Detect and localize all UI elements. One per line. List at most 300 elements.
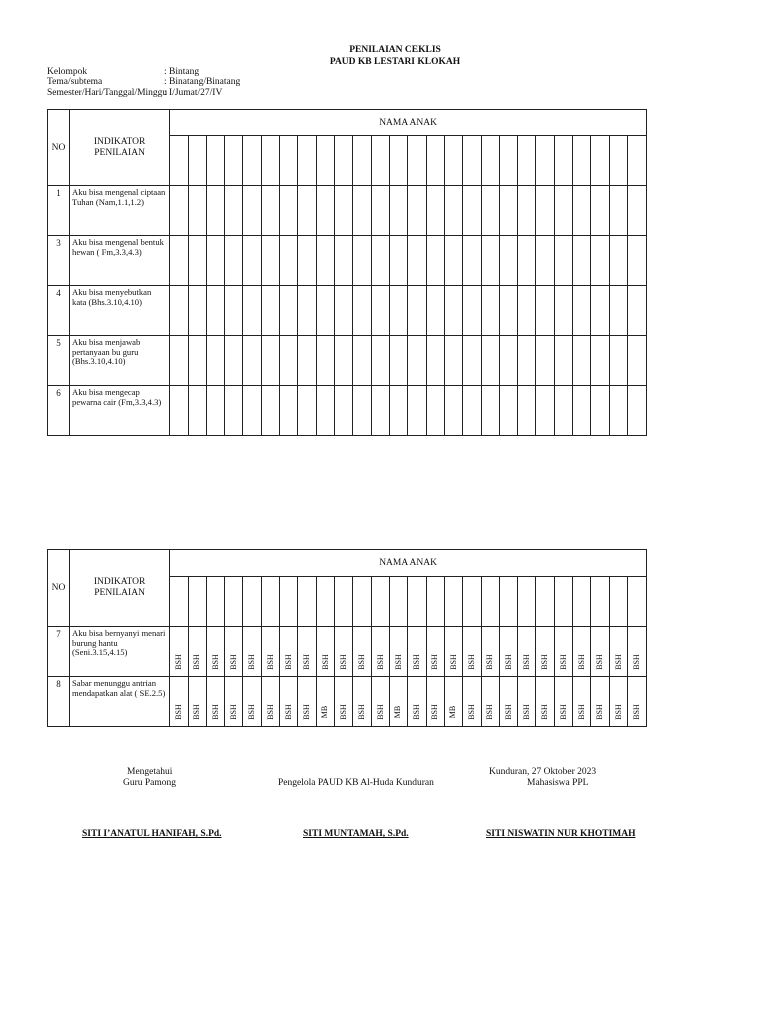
assessment-cell[interactable] bbox=[335, 627, 353, 677]
assessment-cell[interactable] bbox=[371, 286, 389, 336]
nama-anak-header: NAMA ANAK bbox=[170, 110, 647, 136]
assessment-cell[interactable] bbox=[170, 286, 188, 336]
assessment-cell[interactable] bbox=[389, 627, 407, 677]
student-name-cell[interactable] bbox=[444, 136, 462, 186]
student-name-cell[interactable] bbox=[188, 136, 206, 186]
student-name-cell[interactable] bbox=[573, 136, 591, 186]
student-name-cell[interactable] bbox=[316, 577, 334, 627]
table-row bbox=[48, 236, 647, 286]
student-name-cell[interactable] bbox=[353, 136, 371, 186]
assessment-cell[interactable] bbox=[609, 236, 627, 286]
assessment-cell[interactable] bbox=[389, 286, 407, 336]
assessment-cell[interactable] bbox=[371, 677, 389, 727]
student-name-cell[interactable] bbox=[554, 136, 572, 186]
assessment-cell[interactable] bbox=[426, 386, 444, 436]
student-name-cell[interactable] bbox=[536, 136, 554, 186]
assessment-cell[interactable] bbox=[536, 286, 554, 336]
student-name-cell[interactable] bbox=[298, 136, 316, 186]
assessment-cell[interactable] bbox=[628, 386, 647, 436]
assessment-cell[interactable] bbox=[444, 386, 462, 436]
assessment-cell[interactable] bbox=[225, 236, 243, 286]
student-name-cell[interactable] bbox=[206, 577, 224, 627]
assessment-cell[interactable] bbox=[298, 627, 316, 677]
assessment-cell[interactable] bbox=[609, 336, 627, 386]
assessment-cell[interactable] bbox=[280, 677, 298, 727]
assessment-cell[interactable] bbox=[609, 286, 627, 336]
assessment-cell[interactable] bbox=[408, 186, 426, 236]
student-name-cell[interactable] bbox=[316, 136, 334, 186]
assessment-cell[interactable] bbox=[573, 386, 591, 436]
indikator-header bbox=[70, 550, 170, 627]
assessment-cell[interactable] bbox=[316, 236, 334, 286]
row-number: 6 bbox=[48, 386, 70, 436]
meta-label-kelompok: Kelompok bbox=[47, 67, 88, 77]
assessment-mark: BSH bbox=[375, 654, 385, 670]
assessment-mark: BSH bbox=[173, 654, 183, 670]
assessment-cell[interactable] bbox=[444, 286, 462, 336]
student-name-cell[interactable] bbox=[554, 577, 572, 627]
assessment-cell[interactable] bbox=[298, 236, 316, 286]
student-name-cell[interactable] bbox=[225, 577, 243, 627]
assessment-cell[interactable] bbox=[243, 236, 261, 286]
assessment-cell[interactable] bbox=[280, 386, 298, 436]
assessment-cell[interactable] bbox=[628, 286, 647, 336]
assessment-mark: BSH bbox=[503, 704, 513, 720]
assessment-cell[interactable] bbox=[573, 236, 591, 286]
student-name-cell[interactable] bbox=[426, 136, 444, 186]
assessment-cell[interactable] bbox=[225, 386, 243, 436]
assessment-cell[interactable] bbox=[408, 286, 426, 336]
assessment-cell[interactable] bbox=[261, 627, 279, 677]
assessment-cell[interactable] bbox=[426, 627, 444, 677]
assessment-cell[interactable] bbox=[444, 336, 462, 386]
assessment-cell[interactable] bbox=[316, 627, 334, 677]
assessment-cell[interactable] bbox=[536, 677, 554, 727]
assessment-mark: BSH bbox=[576, 704, 586, 720]
assessment-cell[interactable] bbox=[389, 386, 407, 436]
assessment-cell[interactable] bbox=[188, 286, 206, 336]
signature-right-name: SITI NISWATIN NUR KHOTIMAH bbox=[486, 829, 636, 839]
assessment-cell[interactable] bbox=[371, 186, 389, 236]
assessment-mark: BSH bbox=[375, 704, 385, 720]
assessment-cell[interactable] bbox=[481, 186, 499, 236]
assessment-cell[interactable] bbox=[444, 236, 462, 286]
assessment-cell[interactable] bbox=[225, 286, 243, 336]
assessment-cell[interactable] bbox=[353, 677, 371, 727]
assessment-cell[interactable] bbox=[408, 627, 426, 677]
assessment-cell[interactable] bbox=[518, 677, 536, 727]
assessment-cell[interactable] bbox=[536, 236, 554, 286]
student-name-cell[interactable] bbox=[225, 136, 243, 186]
student-name-cell[interactable] bbox=[408, 136, 426, 186]
assessment-cell[interactable] bbox=[280, 286, 298, 336]
assessment-cell[interactable] bbox=[573, 677, 591, 727]
assessment-cell[interactable] bbox=[371, 386, 389, 436]
assessment-mark: BSH bbox=[411, 704, 421, 720]
student-name-cell[interactable] bbox=[261, 136, 279, 186]
assessment-mark: BSH bbox=[632, 704, 641, 720]
assessment-cell[interactable] bbox=[261, 186, 279, 236]
student-name-cell[interactable] bbox=[463, 136, 481, 186]
assessment-mark: BSH bbox=[302, 704, 312, 720]
student-name-cell[interactable] bbox=[206, 136, 224, 186]
student-name-cell[interactable] bbox=[463, 577, 481, 627]
assessment-mark: BSH bbox=[338, 654, 348, 670]
indikator-header-line: PENILAIAN bbox=[94, 588, 145, 598]
assessment-cell[interactable] bbox=[499, 627, 517, 677]
assessment-mark: BSH bbox=[540, 654, 550, 670]
indicator-text: Aku bisa mengenal bentuk hewan ( Fm,3.3,4.3) bbox=[70, 236, 170, 286]
assessment-cell[interactable] bbox=[188, 627, 206, 677]
assessment-cell[interactable] bbox=[170, 386, 188, 436]
assessment-mark: BSH bbox=[595, 704, 605, 720]
assessment-cell[interactable] bbox=[335, 386, 353, 436]
assessment-cell[interactable] bbox=[481, 386, 499, 436]
assessment-mark: BSH bbox=[265, 654, 275, 670]
assessment-cell[interactable] bbox=[280, 627, 298, 677]
assessment-cell[interactable] bbox=[353, 386, 371, 436]
assessment-cell[interactable] bbox=[573, 627, 591, 677]
assessment-cell[interactable] bbox=[463, 677, 481, 727]
assessment-cell[interactable] bbox=[481, 627, 499, 677]
assessment-cell[interactable] bbox=[573, 286, 591, 336]
assessment-cell[interactable] bbox=[609, 386, 627, 436]
assessment-cell[interactable] bbox=[628, 336, 647, 386]
assessment-cell[interactable] bbox=[426, 677, 444, 727]
assessment-cell[interactable] bbox=[316, 186, 334, 236]
assessment-cell[interactable] bbox=[426, 336, 444, 386]
student-name-cell[interactable] bbox=[609, 577, 627, 627]
assessment-mark: BSH bbox=[430, 704, 440, 720]
student-name-cell[interactable] bbox=[170, 136, 188, 186]
meta-label-semester: Semester/Hari/Tanggal/Minggu bbox=[47, 88, 168, 98]
page-subtitle: PAUD KB LESTARI KLOKAH bbox=[329, 57, 461, 67]
assessment-cell[interactable] bbox=[463, 336, 481, 386]
assessment-cell[interactable] bbox=[353, 286, 371, 336]
student-name-cell[interactable] bbox=[335, 136, 353, 186]
assessment-cell[interactable] bbox=[206, 236, 224, 286]
assessment-cell[interactable] bbox=[316, 336, 334, 386]
assessment-cell[interactable] bbox=[298, 186, 316, 236]
student-name-cell[interactable] bbox=[518, 136, 536, 186]
indicator-text: Aku bisa mengecap pewarna cair (Fm,3.3,4.3) bbox=[70, 386, 170, 436]
assessment-cell[interactable] bbox=[518, 386, 536, 436]
assessment-mark: BSH bbox=[521, 704, 531, 720]
row-number: 5 bbox=[48, 336, 70, 386]
assessment-cell[interactable] bbox=[444, 186, 462, 236]
assessment-cell[interactable] bbox=[628, 186, 647, 236]
assessment-cell[interactable] bbox=[298, 336, 316, 386]
assessment-cell[interactable] bbox=[316, 286, 334, 336]
assessment-mark: BSH bbox=[192, 704, 202, 720]
indicator-text: Aku bisa menjawab pertanyaan bu guru (Bhs.3.10,4.10) bbox=[70, 336, 170, 386]
assessment-cell[interactable] bbox=[188, 236, 206, 286]
signature-right-caption-1: Kunduran, 27 Oktober 2023 bbox=[489, 767, 597, 777]
assessment-cell[interactable] bbox=[628, 627, 647, 677]
student-name-cell[interactable] bbox=[170, 577, 188, 627]
assessment-cell[interactable] bbox=[225, 186, 243, 236]
assessment-cell[interactable] bbox=[316, 386, 334, 436]
student-name-cell[interactable] bbox=[591, 577, 609, 627]
student-name-cell[interactable] bbox=[353, 577, 371, 627]
assessment-mark: BSH bbox=[485, 704, 495, 720]
assessment-cell[interactable] bbox=[536, 386, 554, 436]
assessment-cell[interactable] bbox=[536, 336, 554, 386]
assessment-mark: BSH bbox=[485, 654, 495, 670]
student-name-cell[interactable] bbox=[573, 577, 591, 627]
assessment-cell[interactable] bbox=[389, 186, 407, 236]
assessment-cell[interactable] bbox=[408, 236, 426, 286]
assessment-cell[interactable] bbox=[170, 677, 188, 727]
assessment-cell[interactable] bbox=[280, 186, 298, 236]
meta-value-tema: : Binatang/Binatang bbox=[164, 77, 241, 87]
meta-value-semester: : I/Jumat/27/IV bbox=[164, 88, 223, 98]
assessment-cell[interactable] bbox=[280, 236, 298, 286]
assessment-cell[interactable] bbox=[463, 286, 481, 336]
assessment-cell[interactable] bbox=[481, 336, 499, 386]
assessment-cell[interactable] bbox=[628, 677, 647, 727]
assessment-cell[interactable] bbox=[591, 286, 609, 336]
assessment-cell[interactable] bbox=[518, 627, 536, 677]
assessment-cell[interactable] bbox=[389, 677, 407, 727]
assessment-cell[interactable] bbox=[444, 627, 462, 677]
assessment-cell[interactable] bbox=[481, 677, 499, 727]
student-name-cell[interactable] bbox=[389, 577, 407, 627]
student-name-cell[interactable] bbox=[408, 577, 426, 627]
signature-left-name: SITI I’ANATUL HANIFAH, S.Pd. bbox=[82, 829, 222, 839]
assessment-cell[interactable] bbox=[499, 677, 517, 727]
assessment-cell[interactable] bbox=[554, 286, 572, 336]
assessment-mark: BSH bbox=[228, 704, 238, 720]
student-name-cell[interactable] bbox=[628, 577, 647, 627]
assessment-cell[interactable] bbox=[206, 386, 224, 436]
student-name-cell[interactable] bbox=[280, 577, 298, 627]
assessment-cell[interactable] bbox=[298, 386, 316, 436]
assessment-cell[interactable] bbox=[481, 236, 499, 286]
assessment-cell[interactable] bbox=[298, 286, 316, 336]
student-name-cell[interactable] bbox=[591, 136, 609, 186]
assessment-cell[interactable] bbox=[188, 677, 206, 727]
assessment-cell[interactable] bbox=[554, 627, 572, 677]
assessment-cell[interactable] bbox=[206, 186, 224, 236]
assessment-mark: BSH bbox=[613, 654, 623, 670]
assessment-cell[interactable] bbox=[536, 627, 554, 677]
assessment-cell[interactable] bbox=[353, 186, 371, 236]
row-number: 7 bbox=[48, 627, 70, 677]
assessment-cell[interactable] bbox=[463, 627, 481, 677]
signature-right-caption-2: Mahasiswa PPL bbox=[527, 778, 589, 788]
assessment-cell[interactable] bbox=[298, 677, 316, 727]
assessment-cell[interactable] bbox=[261, 236, 279, 286]
assessment-cell[interactable] bbox=[554, 336, 572, 386]
assessment-cell[interactable] bbox=[591, 386, 609, 436]
student-name-cell[interactable] bbox=[389, 136, 407, 186]
assessment-cell[interactable] bbox=[335, 336, 353, 386]
assessment-mark: BSH bbox=[320, 654, 330, 670]
assessment-cell[interactable] bbox=[225, 336, 243, 386]
assessment-cell[interactable] bbox=[591, 186, 609, 236]
assessment-cell[interactable] bbox=[261, 286, 279, 336]
assessment-cell[interactable] bbox=[609, 627, 627, 677]
assessment-cell[interactable] bbox=[499, 386, 517, 436]
student-name-cell[interactable] bbox=[536, 577, 554, 627]
assessment-cell[interactable] bbox=[518, 236, 536, 286]
assessment-cell[interactable] bbox=[353, 627, 371, 677]
assessment-cell[interactable] bbox=[371, 627, 389, 677]
assessment-cell[interactable] bbox=[335, 677, 353, 727]
assessment-mark: BSH bbox=[558, 704, 568, 720]
student-name-cell[interactable] bbox=[371, 136, 389, 186]
signature-middle-caption: Pengelola PAUD KB Al-Huda Kunduran bbox=[278, 778, 434, 788]
assessment-cell[interactable] bbox=[280, 336, 298, 386]
student-name-cell[interactable] bbox=[280, 136, 298, 186]
assessment-cell[interactable] bbox=[609, 677, 627, 727]
student-name-cell[interactable] bbox=[261, 577, 279, 627]
student-name-cell[interactable] bbox=[426, 577, 444, 627]
assessment-cell[interactable] bbox=[426, 186, 444, 236]
student-name-cell[interactable] bbox=[628, 136, 647, 186]
table-row bbox=[48, 627, 647, 677]
assessment-cell[interactable] bbox=[499, 186, 517, 236]
assessment-cell[interactable] bbox=[243, 186, 261, 236]
assessment-cell[interactable] bbox=[243, 286, 261, 336]
no-header: NO bbox=[48, 550, 70, 627]
student-name-cell[interactable] bbox=[371, 577, 389, 627]
assessment-mark: BSH bbox=[173, 704, 183, 720]
assessment-cell[interactable] bbox=[188, 186, 206, 236]
assessment-cell[interactable] bbox=[371, 236, 389, 286]
assessment-mark: BSH bbox=[228, 654, 238, 670]
assessment-cell[interactable] bbox=[335, 286, 353, 336]
student-name-cell[interactable] bbox=[481, 136, 499, 186]
assessment-cell[interactable] bbox=[518, 286, 536, 336]
assessment-cell[interactable] bbox=[408, 336, 426, 386]
assessment-cell[interactable] bbox=[609, 186, 627, 236]
assessment-mark: BSH bbox=[430, 654, 440, 670]
assessment-cell[interactable] bbox=[170, 627, 188, 677]
assessment-mark: BSH bbox=[448, 654, 458, 670]
assessment-cell[interactable] bbox=[353, 236, 371, 286]
assessment-cell[interactable] bbox=[518, 336, 536, 386]
assessment-cell[interactable] bbox=[591, 336, 609, 386]
assessment-mark: BSH bbox=[503, 654, 513, 670]
assessment-cell[interactable] bbox=[243, 677, 261, 727]
assessment-cell[interactable] bbox=[573, 336, 591, 386]
assessment-cell[interactable] bbox=[261, 336, 279, 386]
assessment-mark: MB bbox=[393, 705, 403, 719]
student-name-cell[interactable] bbox=[481, 577, 499, 627]
student-name-cell[interactable] bbox=[335, 577, 353, 627]
assessment-cell[interactable] bbox=[261, 386, 279, 436]
checklist-table-1 bbox=[47, 109, 647, 436]
meta-label-tema: Tema/subtema bbox=[47, 77, 103, 87]
assessment-cell[interactable] bbox=[499, 236, 517, 286]
student-name-cell[interactable] bbox=[243, 136, 261, 186]
indicator-text: Aku bisa mengenal ciptaan Tuhan (Nam,1.1,1.2) bbox=[70, 186, 170, 236]
assessment-cell[interactable] bbox=[463, 186, 481, 236]
assessment-cell[interactable] bbox=[463, 236, 481, 286]
table-row bbox=[48, 286, 647, 336]
student-name-cell[interactable] bbox=[499, 577, 517, 627]
student-name-cell[interactable] bbox=[609, 136, 627, 186]
assessment-cell[interactable] bbox=[554, 386, 572, 436]
student-name-cell[interactable] bbox=[518, 577, 536, 627]
assessment-cell[interactable] bbox=[389, 336, 407, 386]
assessment-cell[interactable] bbox=[206, 677, 224, 727]
assessment-cell[interactable] bbox=[554, 236, 572, 286]
assessment-cell[interactable] bbox=[573, 186, 591, 236]
student-name-cell[interactable] bbox=[499, 136, 517, 186]
student-name-cell[interactable] bbox=[444, 577, 462, 627]
assessment-cell[interactable] bbox=[206, 336, 224, 386]
page-title: PENILAIAN CEKLIS bbox=[349, 45, 441, 55]
assessment-cell[interactable] bbox=[261, 677, 279, 727]
assessment-cell[interactable] bbox=[408, 386, 426, 436]
assessment-cell[interactable] bbox=[316, 677, 334, 727]
assessment-cell[interactable] bbox=[188, 386, 206, 436]
assessment-cell[interactable] bbox=[371, 336, 389, 386]
assessment-cell[interactable] bbox=[499, 286, 517, 336]
assessment-cell[interactable] bbox=[243, 336, 261, 386]
assessment-cell[interactable] bbox=[591, 236, 609, 286]
assessment-cell[interactable] bbox=[353, 336, 371, 386]
indikator-header-line: PENILAIAN bbox=[94, 147, 145, 158]
no-header: NO bbox=[48, 110, 70, 186]
assessment-cell[interactable] bbox=[591, 627, 609, 677]
assessment-cell[interactable] bbox=[426, 286, 444, 336]
assessment-cell[interactable] bbox=[170, 336, 188, 386]
assessment-mark: BSH bbox=[265, 704, 275, 720]
assessment-cell[interactable] bbox=[206, 627, 224, 677]
indikator-header-line: INDIKATOR bbox=[93, 577, 146, 587]
assessment-cell[interactable] bbox=[225, 627, 243, 677]
assessment-cell[interactable] bbox=[481, 286, 499, 336]
assessment-cell[interactable] bbox=[628, 236, 647, 286]
student-name-cell[interactable] bbox=[298, 577, 316, 627]
assessment-cell[interactable] bbox=[243, 627, 261, 677]
table-row bbox=[48, 386, 647, 436]
assessment-cell[interactable] bbox=[225, 677, 243, 727]
assessment-cell[interactable] bbox=[170, 236, 188, 286]
assessment-mark: BSH bbox=[338, 704, 348, 720]
assessment-mark: BSH bbox=[247, 704, 257, 720]
assessment-cell[interactable] bbox=[499, 336, 517, 386]
table-row bbox=[48, 336, 647, 386]
assessment-cell[interactable] bbox=[426, 236, 444, 286]
assessment-cell[interactable] bbox=[243, 386, 261, 436]
assessment-cell[interactable] bbox=[170, 186, 188, 236]
assessment-mark: BSH bbox=[613, 704, 623, 720]
assessment-cell[interactable] bbox=[536, 186, 554, 236]
assessment-cell[interactable] bbox=[335, 186, 353, 236]
assessment-cell[interactable] bbox=[518, 186, 536, 236]
student-name-cell[interactable] bbox=[188, 577, 206, 627]
signature-left-caption-2: Guru Pamong bbox=[123, 778, 177, 788]
assessment-cell[interactable] bbox=[591, 677, 609, 727]
table-row bbox=[48, 186, 647, 236]
assessment-cell[interactable] bbox=[206, 286, 224, 336]
assessment-cell[interactable] bbox=[335, 236, 353, 286]
assessment-cell[interactable] bbox=[408, 677, 426, 727]
assessment-cell[interactable] bbox=[444, 677, 462, 727]
student-name-cell[interactable] bbox=[243, 577, 261, 627]
assessment-cell[interactable] bbox=[463, 386, 481, 436]
assessment-cell[interactable] bbox=[554, 677, 572, 727]
assessment-mark: BSH bbox=[540, 704, 550, 720]
assessment-cell[interactable] bbox=[188, 336, 206, 386]
assessment-cell[interactable] bbox=[389, 236, 407, 286]
assessment-cell[interactable] bbox=[554, 186, 572, 236]
